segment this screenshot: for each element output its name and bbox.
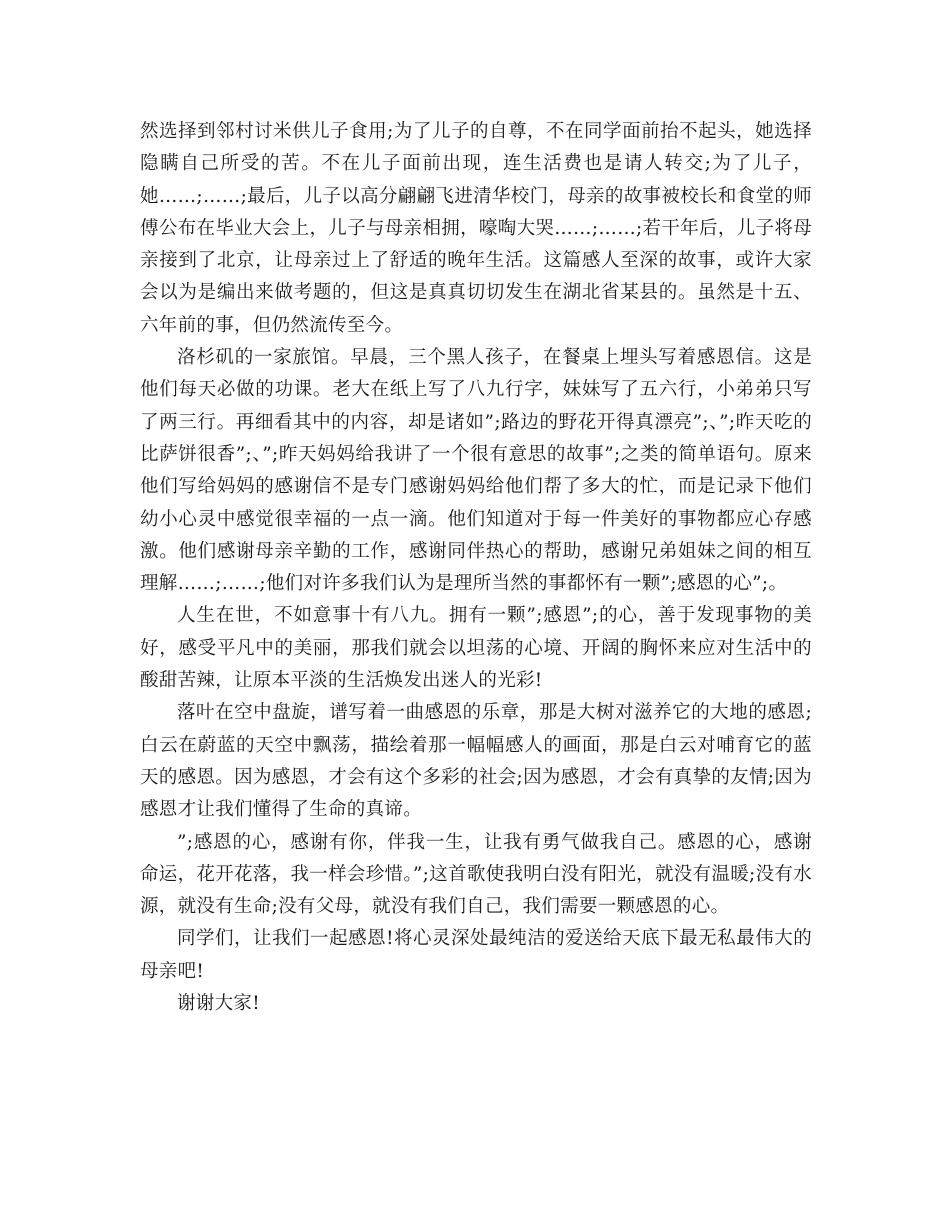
paragraph-3: 人生在世，不如意事十有八九。拥有一颗”;感恩”;的心，善于发现事物的美好，感受平凡中的美丽，那我们就会以坦荡的心境、开阔的胸怀来应对生活中的酸甜苦辣，让原本平淡的生活焕发出迷人的光彩! [140,605,812,692]
paragraph-4: 落叶在空中盘旋，谱写着一曲感恩的乐章，那是大树对滋养它的大地的感恩;白云在蔚蓝的天空中飘荡，描绘着那一幅幅感人的画面，那是白云对哺育它的蓝天的感恩。因为感恩，才会有这个多彩的社会;因为感恩，才会有真挚的友情;因为感恩才让我们懂得了生命的真谛。 [140,702,812,821]
paragraph-7: 谢谢大家! [177,993,260,1015]
document-body [140,116,812,1020]
paragraph-1: 然选择到邻村讨米供儿子食用;为了儿子的自尊，不在同学面前抬不起头，她选择隐瞒自己所受的苦。不在儿子面前出现，连生活费也是请人转交;为了儿子，她……;……;最后，儿子以高分翩翩飞进清华校门，母亲的故事被校长和食堂的师傅公布在毕业大会上，儿子与母亲相拥，嚎啕大哭……;……;若干年后，儿子将母亲接到了北京，让母亲过上了舒适的晚年生活。这篇感人至深的故事，或许大家会以为是编出来做考题的，但这是真真切切发生在湖北省某县的。虽然是十五、六年前的事，但仍然流传至今。 [140,121,812,336]
paragraph-5: ”;感恩的心，感谢有你，伴我一生，让我有勇气做我自己。感恩的心，感谢命运，花开花落，我一样会珍惜。”;这首歌使我明白没有阳光，就没有温暖;没有水源，就没有生命;没有父母，就没有我们自己，我们需要一颗感恩的心。 [140,831,812,918]
paragraph-2: 洛杉矶的一家旅馆。早晨，三个黑人孩子，在餐桌上埋头写着感恩信。这是他们每天必做的功课。老大在纸上写了八九行字，妹妹写了五六行，小弟弟只写了两三行。再细看其中的内容，却是诸如”;路边的野花开得真漂亮”;、”;昨天吃的比萨饼很香”;、”;昨天妈妈给我讲了一个很有意思的故事”;之类的简单语句。原来他们写给妈妈的感谢信不是专门感谢妈妈给他们帮了多大的忙，而是记录下他们幼小心灵中感觉很幸福的一点一滴。他们知道对于每一件美好的事物都应心存感激。他们感谢母亲辛勤的工作，感谢同伴热心的帮助，感谢兄弟姐妹之间的相互理解……;……;他们对许多我们认为是理所当然的事都怀有一颗”;感恩的心”;。 [140,347,812,595]
paragraph-6: 同学们，让我们一起感恩!将心灵深处最纯洁的爱送给天底下最无私最伟大的母亲吧! [140,928,812,982]
